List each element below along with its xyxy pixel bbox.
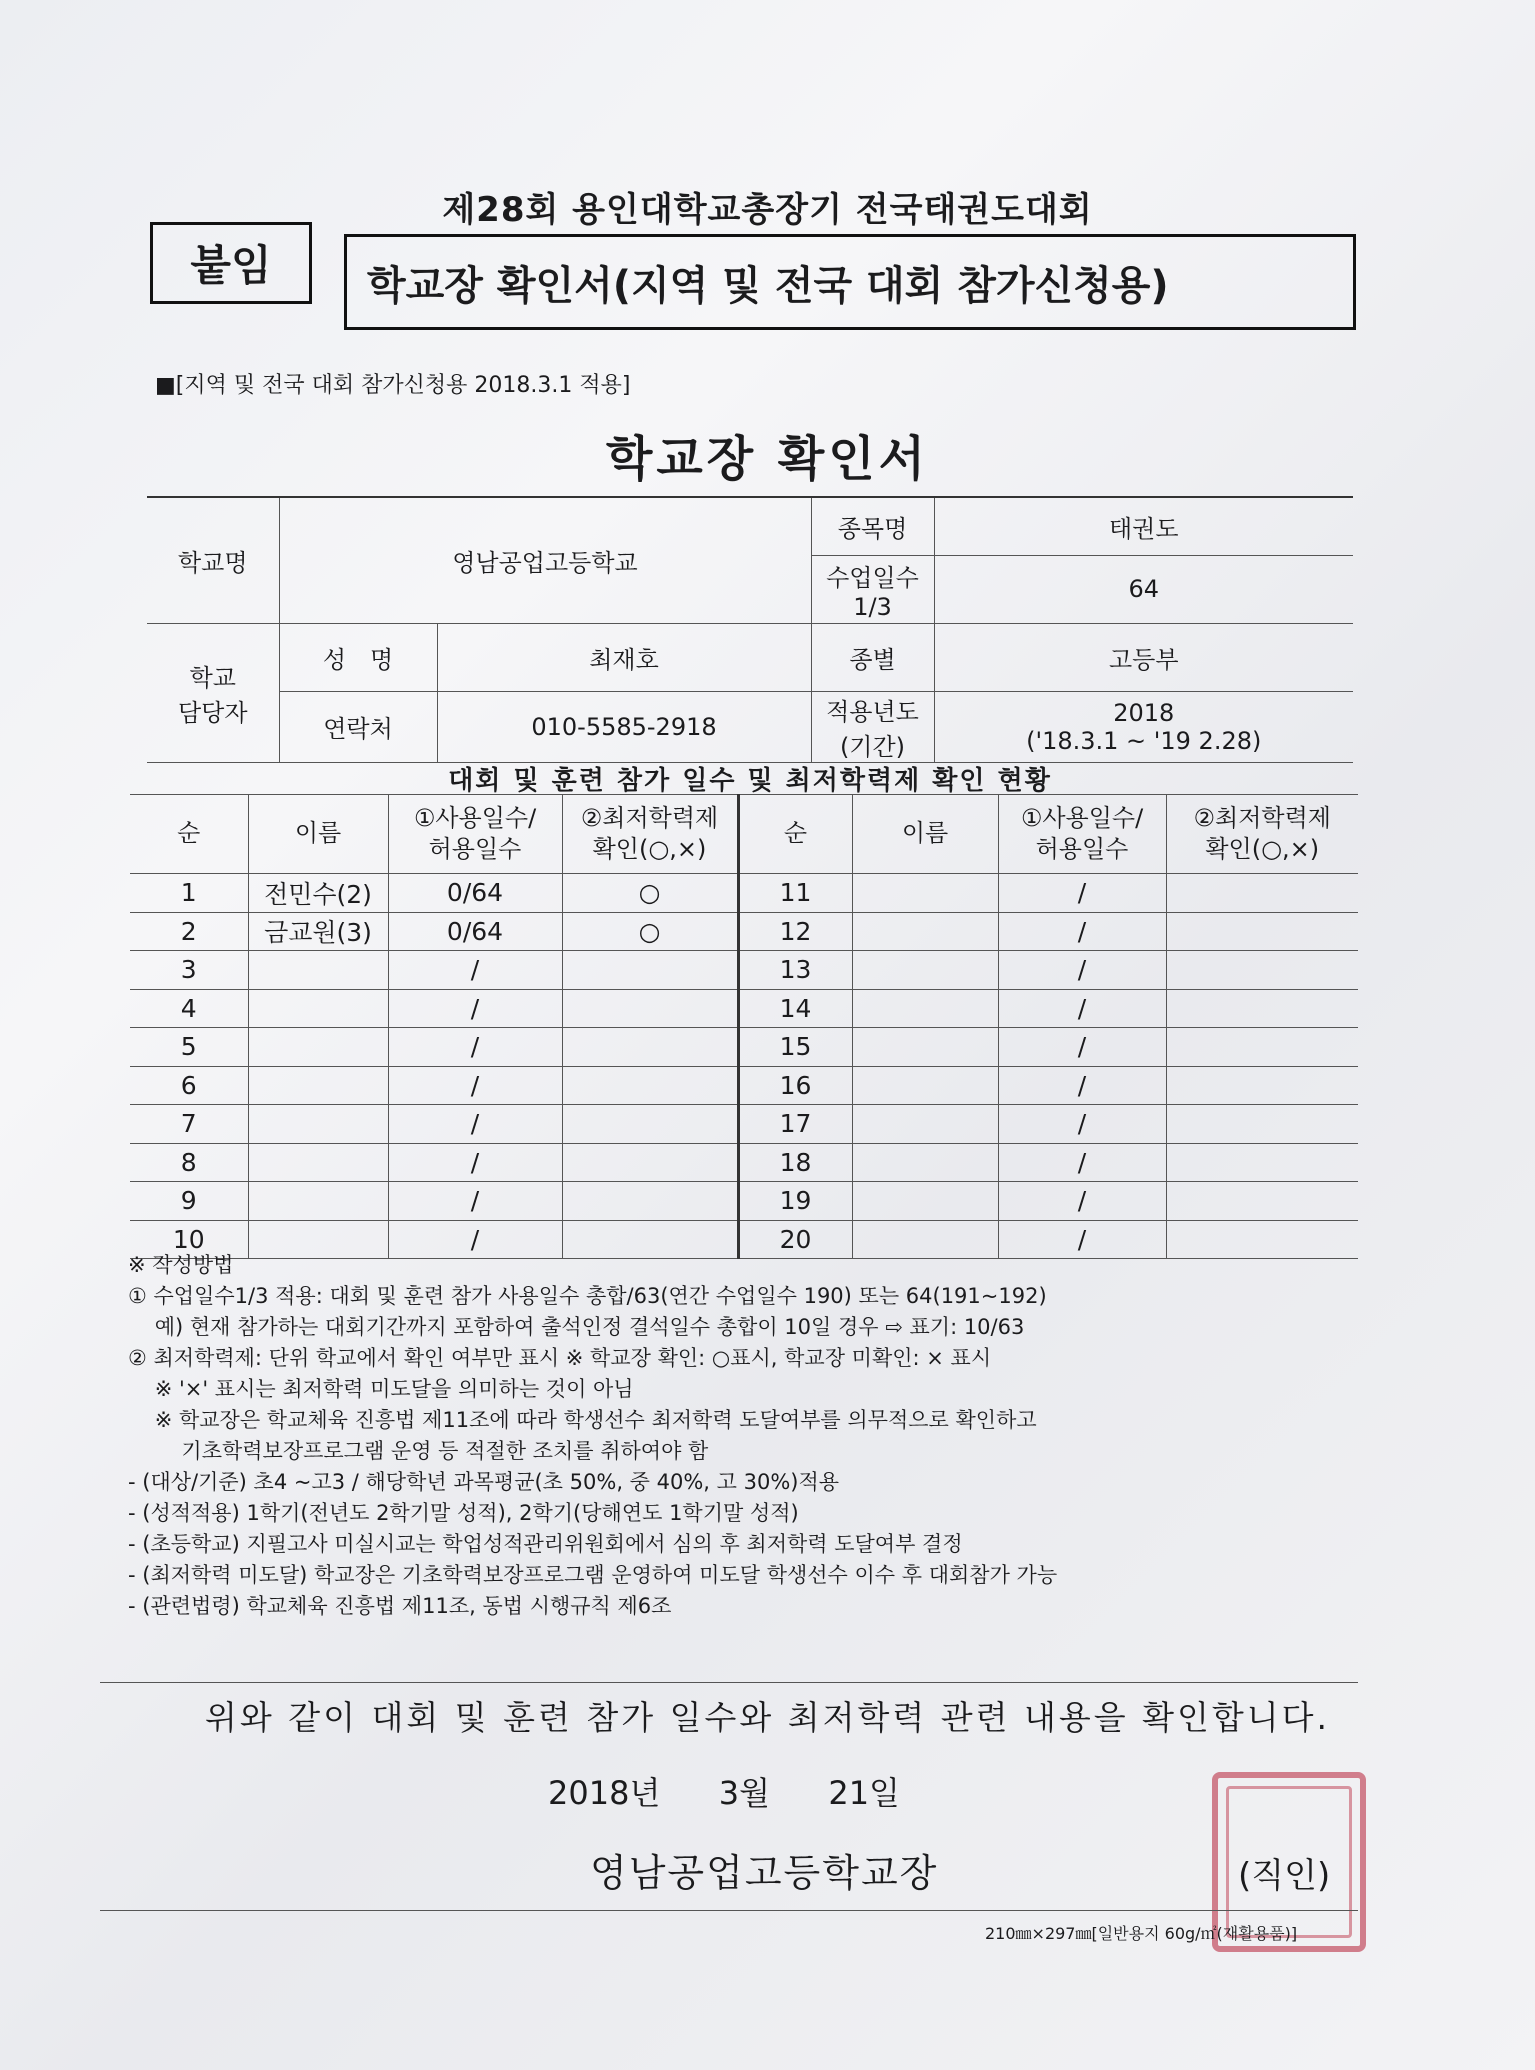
info-table (147, 496, 1353, 763)
row-check-left (562, 951, 738, 990)
row-days-right: / (998, 1143, 1166, 1182)
school-name-label: 학교명 (147, 497, 279, 623)
staff-label-line1: 학교 (189, 663, 236, 692)
row-days-left: / (388, 989, 562, 1028)
year-value (934, 691, 1353, 762)
row-name-left: 금교원(3) (248, 912, 388, 951)
instructions-lines (128, 1281, 1378, 1622)
col-no-right: 순 (738, 795, 852, 874)
row-days-left: 0/64 (388, 874, 562, 913)
roster-row (130, 1105, 1358, 1144)
row-days-right: / (998, 1105, 1166, 1144)
row-no-right: 15 (738, 1028, 852, 1067)
row-no-right: 17 (738, 1105, 852, 1144)
staff-label (147, 623, 279, 762)
instruction-line: ※ 학교장은 학교체육 진흥법 제11조에 따라 학생선수 최저학력 도달여부를 의무적으로 확인하고 (128, 1408, 1037, 1432)
date-month: 3월 (718, 1774, 770, 1812)
instruction-line: 기초학력보장프로그램 운영 등 적절한 조치를 취하여야 함 (128, 1439, 709, 1463)
row-days-left: / (388, 1028, 562, 1067)
confirmation-text: 위와 같이 대회 및 훈련 참가 일수와 최저학력 관련 내용을 확인합니다. (205, 1698, 1330, 1737)
roster-header-row (130, 795, 1358, 874)
row-no-left: 7 (130, 1105, 248, 1144)
staff-name-value: 최재호 (437, 623, 811, 691)
col-check-left-line1: ②최저학력제 (580, 803, 719, 832)
event-title: 제28회 용인대학교총장기 전국태권도대회 (442, 190, 1093, 230)
row-no-left: 1 (130, 874, 248, 913)
roster-row (130, 1182, 1358, 1221)
row-name-left (248, 989, 388, 1028)
year-value-line1: 2018 (1113, 698, 1175, 727)
row-no-right: 16 (738, 1066, 852, 1105)
instruction-line: - (최저학력 미도달) 학교장은 기초학력보장프로그램 운영하여 미도달 학생선수 이수 후 대회참가 가능 (128, 1563, 1058, 1587)
instructions (128, 1250, 1378, 1622)
sport-label: 종목명 (811, 497, 934, 555)
col-check-right-line1: ②최저학력제 (1193, 803, 1331, 832)
col-days-left-line2: 허용일수 (428, 835, 522, 863)
row-check-right (1166, 951, 1358, 990)
roster-row (130, 951, 1358, 990)
date (548, 1768, 900, 1814)
attachment-tag: 붙임 (150, 222, 312, 304)
col-name-right: 이름 (852, 795, 998, 874)
instruction-line: - (초등학교) 지필고사 미실시교는 학업성적관리위원회에서 심의 후 최저학력 도달여부 결정 (128, 1532, 963, 1556)
row-no-right: 13 (738, 951, 852, 990)
col-days-left (388, 795, 562, 874)
row-no-left: 4 (130, 989, 248, 1028)
row-check-right (1166, 1143, 1358, 1182)
row-no-left: 6 (130, 1066, 248, 1105)
col-no-left: 순 (130, 795, 248, 874)
row-no-right: 20 (738, 1220, 852, 1259)
row-name-left (248, 1105, 388, 1144)
instruction-line: - (성적적용) 1학기(전년도 2학기말 성적), 2학기(당해연도 1학기말 성적) (128, 1501, 799, 1525)
roster-row (130, 912, 1358, 951)
form-title-box (344, 234, 1356, 330)
date-day: 21일 (828, 1774, 900, 1812)
school-name-value: 영남공업고등학교 (279, 497, 811, 623)
row-no-left: 3 (130, 951, 248, 990)
row-name-right (852, 1143, 998, 1182)
row-name-right (852, 951, 998, 990)
instruction-line: ② 최저학력제: 단위 학교에서 확인 여부만 표시 ※ 학교장 확인: ○표시, 학교장 미확인: × 표시 (128, 1346, 992, 1370)
class-days-label-line1: 수업일수 (826, 563, 919, 592)
row-no-left: 2 (130, 912, 248, 951)
class-days-value: 64 (934, 555, 1353, 623)
row-check-left (562, 989, 738, 1028)
row-days-right: / (998, 1028, 1166, 1067)
row-days-right: / (998, 1220, 1166, 1259)
year-label-line1: 적용년도 (826, 697, 919, 726)
year-label-line2: (기간) (839, 732, 906, 761)
row-days-right: / (998, 1066, 1166, 1105)
row-days-right: / (998, 1182, 1166, 1221)
staff-label-line2: 담당자 (177, 698, 248, 727)
row-check-right (1166, 912, 1358, 951)
col-days-right-line1: ①사용일수/ (1020, 803, 1144, 832)
instruction-line: - (대상/기준) 초4 ~고3 / 해당학년 과목평균(초 50%, 중 40%, 고 30%)적용 (128, 1470, 840, 1494)
division-label: 종별 (811, 623, 934, 691)
row-days-right: / (998, 989, 1166, 1028)
row-days-left: / (388, 1066, 562, 1105)
roster-row (130, 874, 1358, 913)
row-days-right: / (998, 951, 1166, 990)
seal-mark: (직인) (1238, 1856, 1331, 1896)
row-name-left (248, 1143, 388, 1182)
col-check-right-line2: 확인(○,×) (1205, 835, 1320, 863)
class-days-label-line2: 1/3 (853, 592, 892, 621)
row-name-left (248, 1066, 388, 1105)
footer-divider (100, 1910, 1358, 1911)
col-days-left-line1: ①사용일수/ (413, 803, 537, 832)
row-no-right: 19 (738, 1182, 852, 1221)
row-check-right (1166, 1066, 1358, 1105)
document-title: 학교장 확인서 (606, 431, 929, 487)
row-check-right (1166, 989, 1358, 1028)
row-name-right (852, 1105, 998, 1144)
row-name-right (852, 874, 998, 913)
row-check-left: ○ (562, 874, 738, 913)
roster-row (130, 1028, 1358, 1067)
row-name-left: 전민수(2) (248, 874, 388, 913)
divider (100, 1682, 1358, 1683)
roster-heading: 대회 및 훈련 참가 일수 및 최저학력제 확인 현황 (448, 766, 1052, 796)
row-check-right (1166, 874, 1358, 913)
division-value: 고등부 (934, 623, 1353, 691)
row-check-left (562, 1182, 738, 1221)
form-title: 학교장 확인서(지역 및 전국 대회 참가신청용) (367, 262, 1169, 309)
form-note: ■[지역 및 전국 대회 참가신청용 2018.3.1 적용] (155, 373, 631, 398)
instruction-line: ※ '×' 표시는 최저학력 미도달을 의미하는 것이 아님 (128, 1377, 634, 1401)
row-check-right (1166, 1028, 1358, 1067)
row-check-left (562, 1143, 738, 1182)
row-no-left: 5 (130, 1028, 248, 1067)
row-no-left: 9 (130, 1182, 248, 1221)
staff-name-label: 성 명 (279, 623, 437, 691)
row-no-left: 10 (130, 1220, 248, 1259)
roster-row (130, 1066, 1358, 1105)
instruction-line: ① 수업일수1/3 적용: 대회 및 훈련 참가 사용일수 총합/63(연간 수업일수 190) 또는 64(191~192) (128, 1284, 1047, 1308)
row-name-right (852, 989, 998, 1028)
contact-value: 010-5585-2918 (437, 691, 811, 762)
row-name-right (852, 1066, 998, 1105)
row-days-left: 0/64 (388, 912, 562, 951)
row-check-right (1166, 1105, 1358, 1144)
col-check-left-line2: 확인(○,×) (592, 835, 707, 863)
instruction-line: 예) 현재 참가하는 대회기간까지 포함하여 출석인정 결석일수 총합이 10일 경우 ⇨ 표기: 10/63 (128, 1315, 1025, 1339)
row-no-right: 18 (738, 1143, 852, 1182)
row-name-right (852, 912, 998, 951)
year-label (811, 691, 934, 762)
row-name-left (248, 1182, 388, 1221)
col-check-left (562, 795, 738, 874)
principal-name: 영남공업고등학교장 (590, 1851, 939, 1895)
roster-table (130, 794, 1358, 1259)
paper-spec-footer: 210㎜×297㎜[일반용지 60g/㎡(재활용품)] (985, 1924, 1298, 1943)
row-days-left: / (388, 1105, 562, 1144)
row-days-left: / (388, 951, 562, 990)
period-value: ('18.3.1 ~ '19 2.28) (1026, 726, 1262, 755)
row-days-left: / (388, 1143, 562, 1182)
row-check-left (562, 1066, 738, 1105)
row-no-right: 11 (738, 874, 852, 913)
col-days-right (998, 795, 1166, 874)
roster-row (130, 989, 1358, 1028)
roster-row (130, 1143, 1358, 1182)
row-no-right: 12 (738, 912, 852, 951)
instructions-heading: ※ 작성방법 (128, 1253, 234, 1277)
row-name-left (248, 1028, 388, 1067)
instruction-line: - (관련법령) 학교체육 진흥법 제11조, 동법 시행규칙 제6조 (128, 1594, 672, 1618)
row-name-left (248, 951, 388, 990)
col-check-right (1166, 795, 1358, 874)
date-year: 2018년 (548, 1774, 661, 1812)
row-no-left: 8 (130, 1143, 248, 1182)
row-days-right: / (998, 912, 1166, 951)
row-check-left: ○ (562, 912, 738, 951)
row-check-left (562, 1105, 738, 1144)
row-name-right (852, 1182, 998, 1221)
row-days-left: / (388, 1220, 562, 1259)
col-days-right-line2: 허용일수 (1035, 835, 1129, 863)
row-name-right (852, 1028, 998, 1067)
row-days-right: / (998, 874, 1166, 913)
row-no-right: 14 (738, 989, 852, 1028)
sport-value: 태권도 (934, 497, 1353, 555)
contact-label: 연락처 (279, 691, 437, 762)
row-days-left: / (388, 1182, 562, 1221)
col-name-left: 이름 (248, 795, 388, 874)
row-check-left (562, 1028, 738, 1067)
class-days-label (811, 555, 934, 623)
row-check-right (1166, 1182, 1358, 1221)
